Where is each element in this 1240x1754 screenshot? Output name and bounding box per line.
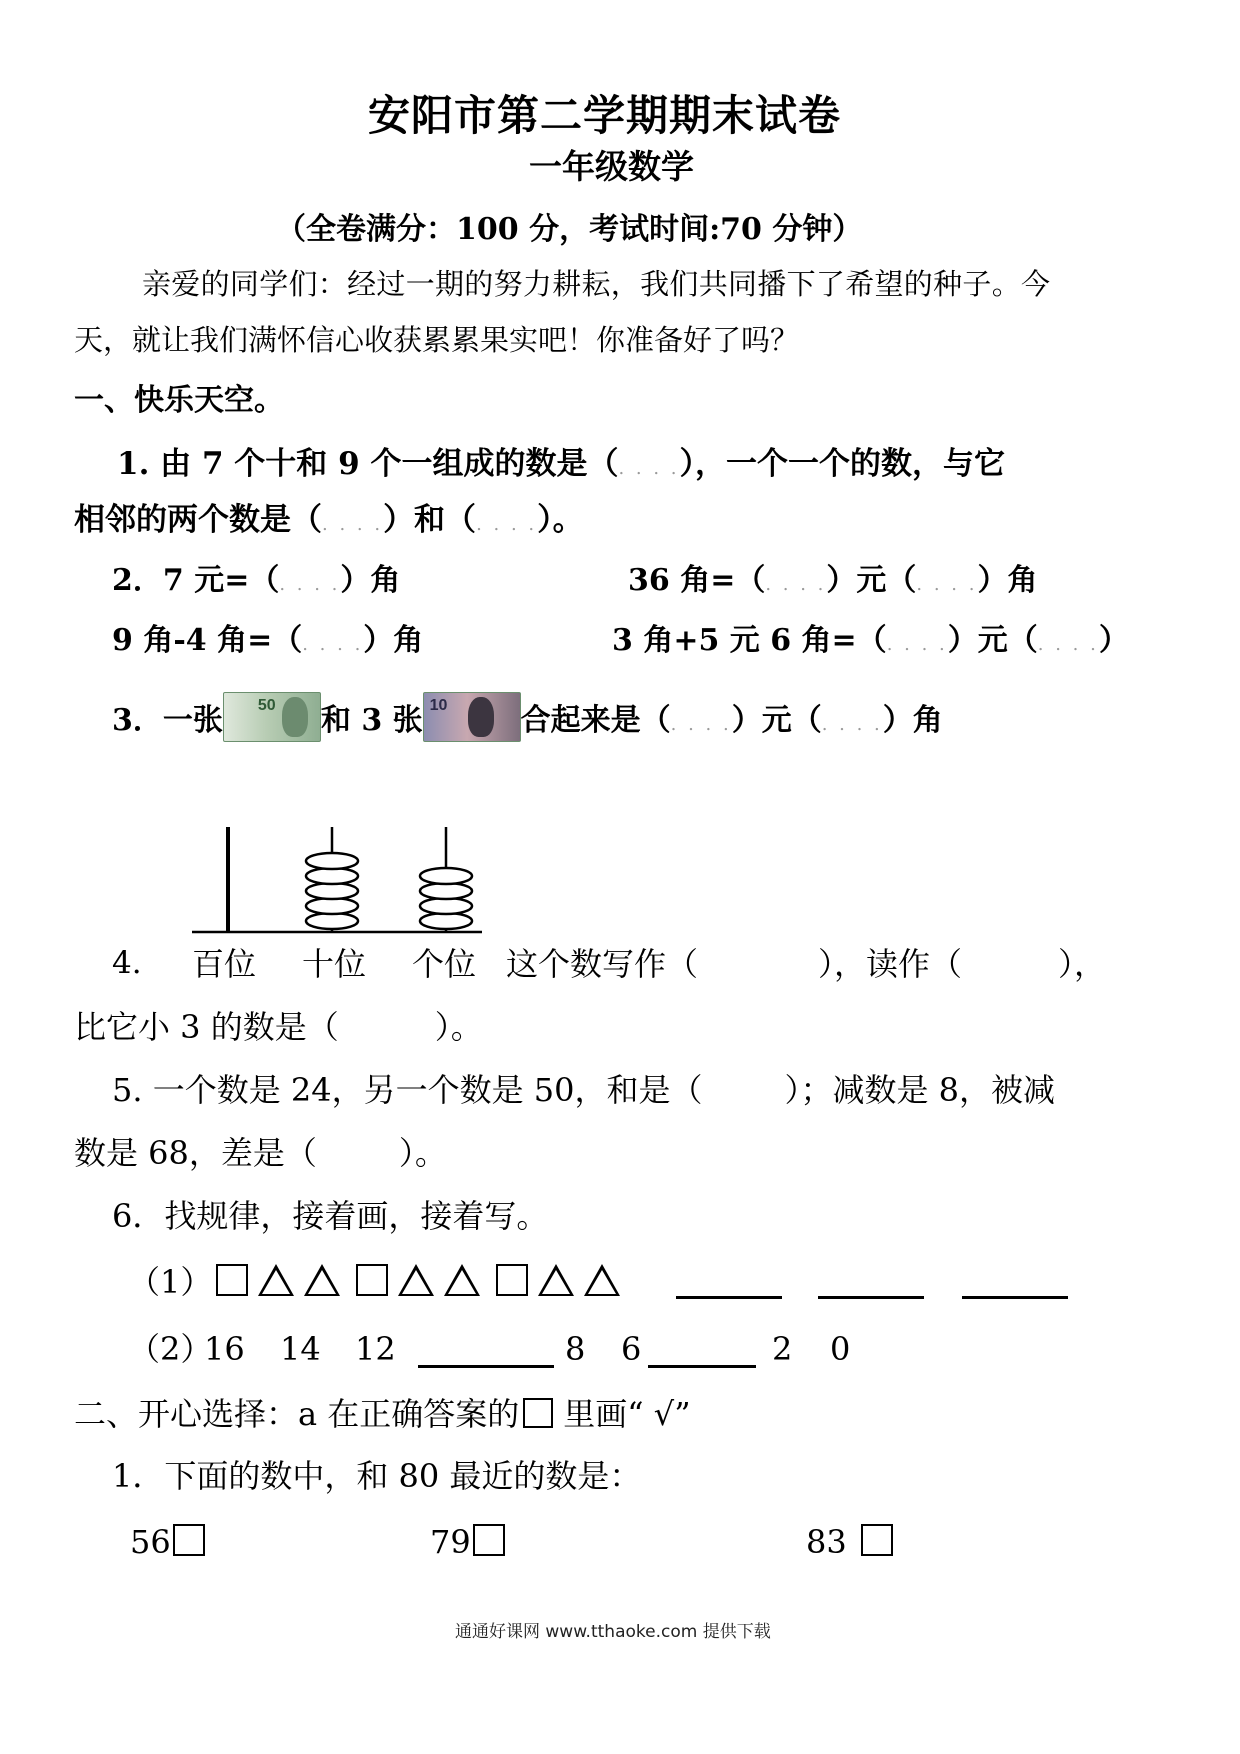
triangle-fill bbox=[402, 1270, 430, 1294]
q2-text-b2: ）元（ bbox=[826, 563, 917, 598]
exam-subtitle: 一年级数学 bbox=[529, 147, 694, 186]
footer-text: 通通好课网 www.tthaoke.com 提供下载 bbox=[455, 1622, 771, 1642]
q4-text-2: ），读作（ bbox=[818, 945, 963, 983]
q5-text-4: ）。 bbox=[398, 1134, 447, 1172]
triangle-icon bbox=[538, 1264, 574, 1296]
triangle-fill bbox=[588, 1270, 616, 1294]
intro-line-2: 天，就让我们满怀信心收获累累果实吧！你准备好了吗？ bbox=[74, 323, 800, 357]
q1-text-d: ）和（ bbox=[383, 502, 477, 538]
q4-line-2 bbox=[74, 1008, 483, 1046]
sequence-value: 14 bbox=[280, 1330, 321, 1368]
triangle-fill bbox=[262, 1270, 290, 1294]
place-tens-label: 十位 bbox=[302, 945, 367, 983]
q2-text-d2: ）元（ bbox=[947, 623, 1038, 658]
option-label: 56 bbox=[130, 1523, 171, 1561]
q1-text-c: 相邻的两个数是（ bbox=[74, 502, 322, 538]
ones-beads bbox=[420, 868, 472, 929]
answer-blank[interactable]: . . . . bbox=[821, 714, 883, 735]
exam-title: 安阳市第二学期期末试卷 bbox=[368, 91, 842, 140]
q4-text-3: ）， bbox=[1058, 945, 1107, 983]
q2-text-b3: ）角 bbox=[977, 563, 1038, 598]
triangle-fill bbox=[542, 1270, 570, 1294]
fifty-yuan-note-image bbox=[223, 692, 321, 742]
row-2-label: （2） bbox=[128, 1330, 213, 1368]
q2-text-c1: 9 角-4 角=（ bbox=[112, 623, 303, 658]
note-value: 50 bbox=[257, 697, 276, 714]
answer-line[interactable] bbox=[418, 1365, 554, 1368]
portrait-icon bbox=[468, 697, 494, 737]
answer-blank[interactable]: . . . . bbox=[476, 514, 538, 535]
intro-line-1: 亲爱的同学们：经过一期的努力耕耘，我们共同播下了希望的种子。今 bbox=[142, 267, 1051, 301]
sequence-value: 8 bbox=[565, 1330, 586, 1368]
answer-blank[interactable]: . . . . bbox=[1037, 634, 1099, 655]
answer-line[interactable] bbox=[676, 1296, 782, 1299]
q1-line-1 bbox=[117, 446, 1006, 482]
answer-blank[interactable]: . . . . bbox=[886, 634, 948, 655]
answer-line[interactable] bbox=[962, 1296, 1068, 1299]
triangle-icon bbox=[444, 1264, 480, 1296]
q3-text-3: 合起来是（ bbox=[520, 703, 671, 738]
ones-bead bbox=[420, 868, 472, 884]
s2-q1-question: 1．下面的数中，和 80 最近的数是： bbox=[112, 1457, 642, 1495]
q2-text-b1: 36 角=（ bbox=[628, 563, 766, 598]
q3-text-4: ）元（ bbox=[731, 703, 822, 738]
tens-bead bbox=[306, 883, 358, 899]
ones-bead bbox=[420, 898, 472, 914]
q5-text-2: ）；减数是 8，被减 bbox=[784, 1071, 1056, 1109]
answer-blank[interactable]: . . . . bbox=[618, 458, 680, 479]
section-2-title-a: 二、开心选择：a 在正确答案的 bbox=[74, 1395, 520, 1433]
answer-checkbox[interactable] bbox=[473, 1524, 505, 1556]
answer-blank[interactable]: . . . . bbox=[322, 514, 384, 535]
triangle-icon bbox=[398, 1264, 434, 1296]
triangle-fill bbox=[448, 1270, 476, 1294]
q5-line-1 bbox=[112, 1071, 1056, 1109]
q5-text-1: 5. 一个数是 24，另一个数是 50，和是（ bbox=[112, 1071, 703, 1109]
q3-text-1: 3．一张 bbox=[112, 703, 223, 738]
section-2-title-b: 里画“ √” bbox=[563, 1395, 691, 1433]
q2-text-a2: ）角 bbox=[340, 563, 401, 598]
ten-yuan-note-image bbox=[423, 692, 521, 742]
q2-line-2b bbox=[612, 623, 1129, 658]
triangle-icon bbox=[584, 1264, 620, 1296]
answer-blank[interactable]: . . . . bbox=[302, 634, 364, 655]
answer-line[interactable] bbox=[648, 1365, 756, 1368]
triangle-icon bbox=[304, 1264, 340, 1296]
answer-checkbox[interactable] bbox=[861, 1524, 893, 1556]
q3-text-5: ）角 bbox=[882, 703, 943, 738]
square-icon bbox=[356, 1264, 388, 1296]
place-hundreds-label: 百位 bbox=[192, 945, 257, 983]
q5-text-3: 数是 68，差是（ bbox=[74, 1134, 317, 1172]
exam-info: （全卷满分：100 分，考试时间:70 分钟） bbox=[276, 212, 863, 247]
sequence-value: 12 bbox=[355, 1330, 396, 1368]
q1-line-2 bbox=[74, 502, 584, 538]
q2-line-2a bbox=[112, 623, 424, 658]
q4-text-1: 这个数写作（ bbox=[506, 945, 699, 983]
answer-blank[interactable]: . . . . bbox=[279, 574, 341, 595]
q3-line bbox=[112, 692, 943, 742]
place-ones-label: 个位 bbox=[412, 945, 477, 983]
ones-bead bbox=[420, 913, 472, 929]
row-1-label: （1） bbox=[128, 1263, 213, 1301]
ones-bead bbox=[420, 883, 472, 899]
option-label: 79 bbox=[430, 1523, 471, 1561]
note-value: 10 bbox=[429, 697, 448, 714]
answer-line[interactable] bbox=[818, 1296, 924, 1299]
option-label: 83 bbox=[806, 1523, 847, 1561]
q1-text-e: ）。 bbox=[537, 502, 584, 538]
triangle-icon bbox=[258, 1264, 294, 1296]
q1-text-a: 1. 由 7 个十和 9 个一组成的数是（ bbox=[117, 446, 619, 482]
option-83[interactable] bbox=[806, 1523, 893, 1561]
answer-blank[interactable]: . . . . bbox=[916, 574, 978, 595]
tens-bead bbox=[306, 868, 358, 884]
q4-line-1 bbox=[112, 945, 142, 981]
q4-text-5: ）。 bbox=[434, 1008, 483, 1046]
answer-checkbox[interactable] bbox=[173, 1524, 205, 1556]
shape-pattern bbox=[212, 1263, 620, 1301]
q5-line-2 bbox=[74, 1134, 447, 1172]
q4-number: 4. bbox=[112, 945, 142, 981]
abacus-diagram bbox=[190, 825, 490, 940]
q2-line-1b bbox=[628, 563, 1038, 598]
q6-row-1 bbox=[128, 1263, 620, 1301]
q2-text-d3: ） bbox=[1098, 623, 1129, 658]
sequence-value: 2 bbox=[772, 1330, 793, 1368]
sequence-value: 0 bbox=[830, 1330, 851, 1368]
answer-blank[interactable]: . . . . bbox=[670, 714, 732, 735]
q3-text-2: 和 3 张 bbox=[320, 703, 423, 738]
q6-title: 6．找规律，接着画，接着写。 bbox=[112, 1197, 549, 1235]
triangle-fill bbox=[308, 1270, 336, 1294]
tens-beads bbox=[306, 853, 358, 929]
checkbox-icon bbox=[523, 1398, 553, 1428]
option-79[interactable] bbox=[430, 1523, 505, 1561]
q2-line-1a bbox=[112, 563, 401, 598]
portrait-icon bbox=[282, 697, 308, 737]
sequence-value: 6 bbox=[621, 1330, 642, 1368]
tens-bead bbox=[306, 913, 358, 929]
q4-line-1-rest bbox=[506, 945, 1107, 983]
option-56[interactable] bbox=[130, 1523, 205, 1561]
sequence-value: 16 bbox=[204, 1330, 245, 1368]
square-icon bbox=[216, 1264, 248, 1296]
q1-text-b: ），一个一个的数，与它 bbox=[679, 446, 1006, 482]
section-2-title bbox=[74, 1395, 691, 1433]
q2-text-d1: 3 角+5 元 6 角=（ bbox=[612, 623, 887, 658]
section-1-title: 一、快乐天空。 bbox=[74, 383, 284, 418]
q4-text-4: 比它小 3 的数是（ bbox=[74, 1008, 339, 1046]
answer-blank[interactable]: . . . . bbox=[765, 574, 827, 595]
q2-text-c2: ）角 bbox=[363, 623, 424, 658]
q6-row-2 bbox=[128, 1330, 213, 1368]
tens-bead bbox=[306, 898, 358, 914]
tens-bead bbox=[306, 853, 358, 869]
square-icon bbox=[496, 1264, 528, 1296]
q2-text-a1: 2．7 元=（ bbox=[112, 563, 280, 598]
